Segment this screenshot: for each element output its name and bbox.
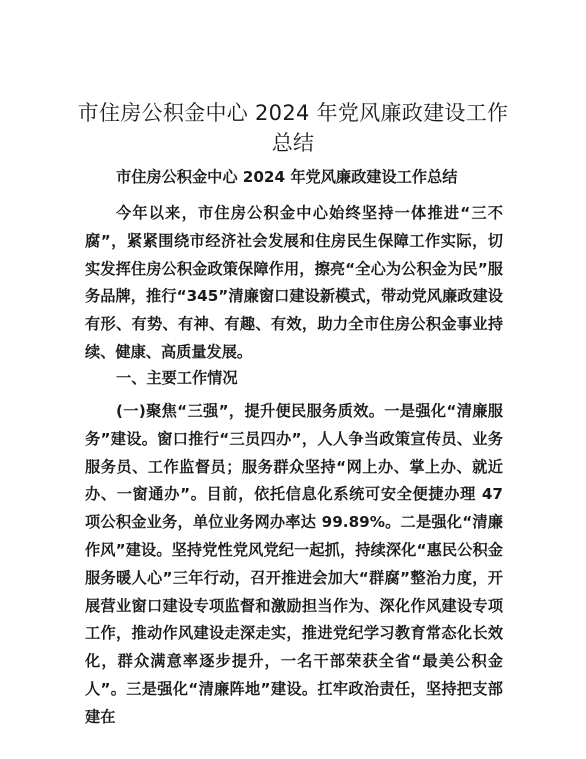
section-heading: 一、主要工作情况 [116, 369, 238, 387]
body-paragraph: (一)聚焦“三强”，提升便民服务质效。一是强化“清廉服务”建设。窗口推行“三员四办”，人人争当政策宣传员、业务服务员、工作监督员；服务群众坚持“网上办、掌上办、就近办、一窗通办”。目前，依托信息化系统可安全便捷办理 47 项公积金业务，单位业务网办率达 99.89%。二是强化“清廉作风”建设。坚持党性党风党纪一起抓，持续深化“惠民公积金服务暖人心”三年行动，召开推进会加大“群腐”整治力度，开展营业窗口建设专项监督和激励担当作为、深化作风建设专项工作，推动作风建设走深走实，推进党纪学习教育常态化长效化，群众满意率逐步提升，一名干部荣获全省“最美公积金人”。三是强化“清廉阵地”建设。扛牢政治责任，坚持把支部建在 [85, 402, 503, 726]
intro-paragraph: 今年以来，市住房公积金中心始终坚持一体推进“三不腐”，紧紧围绕市经济社会发展和住房民生保障工作实际，切实发挥住房公积金政策保障作用，擦亮“全心为公积金为民”服务品牌，推行“345”清廉窗口建设新模式，带动党风廉政建设有形、有势、有神、有趣、有效，助力全市住房公积金事业持续、健康、高质量发展。 [85, 204, 503, 361]
document-subtitle: 市住房公积金中心 2024 年党风廉政建设工作总结 [116, 168, 458, 186]
document-title: 市住房公积金中心 2024 年党风廉政建设工作总结 [77, 101, 509, 155]
